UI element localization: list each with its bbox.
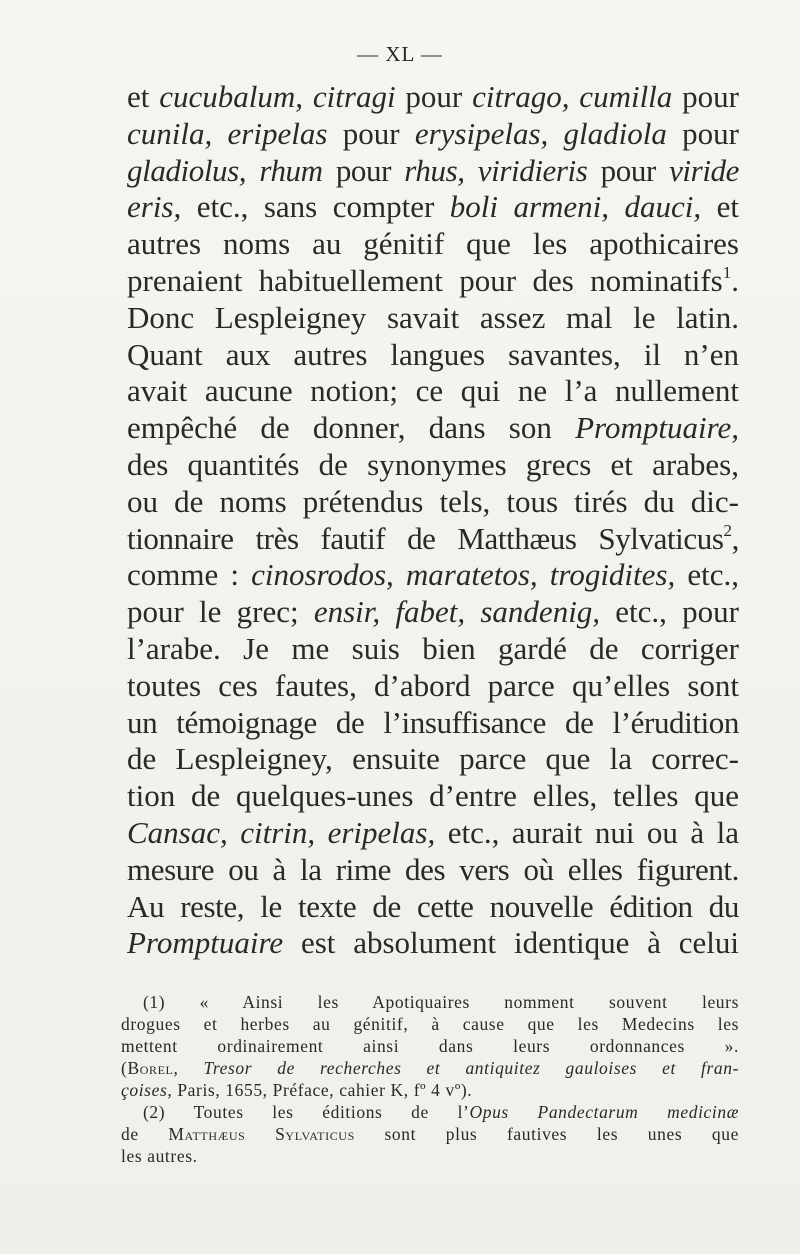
footnote-line: mettent ordinairement ainsi dans leurs ordonnances ».: [121, 1036, 739, 1056]
text-line: Donc Lespleigney savait assez mal le latin.: [127, 299, 739, 335]
footnote-line: (Borel, Tresor de recherches et antiquitez gauloises et fran-: [121, 1058, 740, 1078]
footnote-1: [121, 991, 739, 1101]
text-line: toutes ces fautes, d’abord parce qu’elles sont: [127, 667, 739, 703]
footnote-line: les autres.: [121, 1146, 198, 1166]
text-line: ou de noms prétendus tels, tous tirés du dic-: [127, 483, 739, 519]
text-line: comme : cinosrodos, maratetos, trogidites, etc.,: [127, 557, 739, 593]
footnote-line: de Matthæus Sylvaticus sont plus fautives les unes que: [121, 1124, 739, 1144]
text-line: des quantités de synonymes grecs et arabes,: [127, 446, 739, 482]
footnote-2: [121, 1101, 739, 1167]
text-line: cunila, eripelas pour erysipelas, gladiola pour: [127, 115, 740, 151]
text-line: pour le grec; ensir, fabet, sandenig, etc., pour: [127, 594, 739, 630]
footnote-line: çoises, Paris, 1655, Préface, cahier K, fº 4 vº).: [121, 1080, 473, 1100]
footnote-ref-2: 2: [723, 520, 732, 540]
page-header-numeral: — XL —: [357, 42, 443, 66]
text-line: autres noms au génitif que les apothicaires: [127, 226, 739, 262]
text-line: mesure ou à la rime des vers où elles figurent.: [127, 851, 739, 887]
text-line: Quant aux autres langues savantes, il n’en: [127, 336, 739, 372]
text-line: et cucubalum, citragi pour citrago, cumilla pour: [127, 79, 739, 114]
text-line: eris, etc., sans compter boli armeni, dauci, et: [127, 189, 740, 225]
text-line: un témoignage de l’insuffisance de l’érudition: [127, 704, 739, 740]
text-line: Promptuaire est absolument identique à celui: [127, 925, 739, 961]
footnote-line: (2) Toutes les éditions de l’Opus Pandectarum medicinæ: [143, 1102, 739, 1122]
footnotes: [121, 991, 739, 1167]
footnote-ref-1: 1: [722, 263, 732, 283]
main-text: [127, 79, 739, 962]
text-line: Au reste, le texte de cette nouvelle édition du: [127, 888, 739, 924]
text-line: empêché de donner, dans son Promptuaire,: [127, 410, 739, 446]
text-line: Cansac, citrin, eripelas, etc., aurait nui ou à la: [127, 814, 739, 850]
text-line: tionnaire très fautif de Matthæus Sylvaticus$^2$,: [127, 520, 739, 556]
text-line: prenaient habituellement pour des nominatifs$^1$.: [127, 262, 739, 298]
footnote-line: drogues et herbes au génitif, à cause que les Medecins les: [121, 1014, 739, 1034]
text-line: tion de quelques-unes d’entre elles, telles que: [127, 778, 739, 814]
text-line: de Lespleigney, ensuite parce que la correc-: [127, 741, 739, 777]
text-line: avait aucune notion; ce qui ne l’a nullement: [127, 373, 739, 409]
footnote-line: (1) « Ainsi les Apotiquaires nomment souvent leurs: [143, 992, 739, 1012]
text-line: l’arabe. Je me suis bien gardé de corriger: [127, 630, 739, 666]
text-line: gladiolus, rhum pour rhus, viridieris pour viride: [127, 152, 739, 188]
